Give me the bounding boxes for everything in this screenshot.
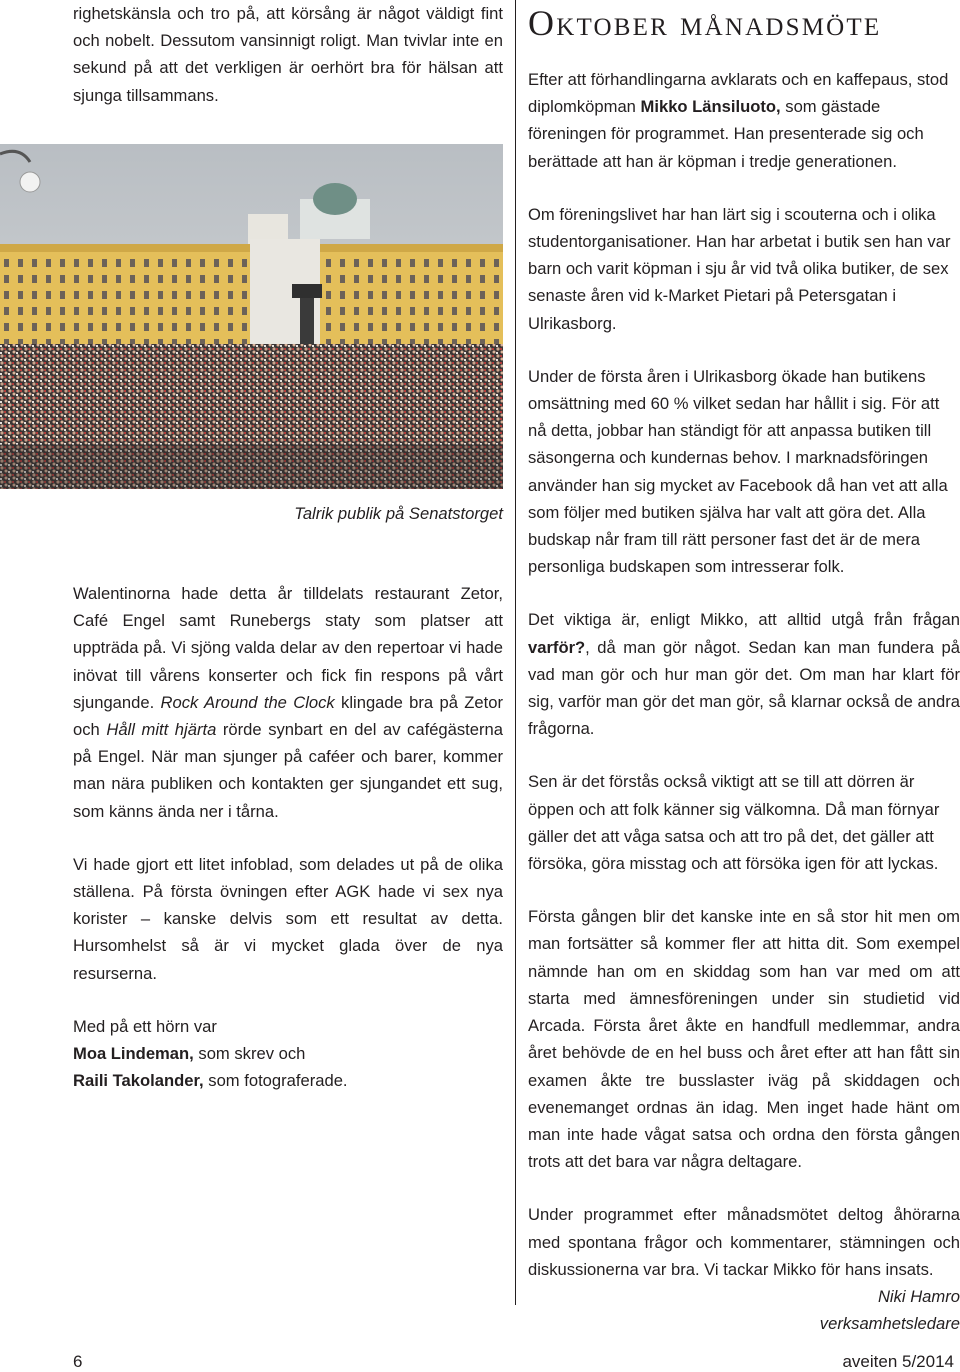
paragraph-why: Det viktiga är, enligt Mikko, att alltid utgå från frågan varför?, då man gör något. Sedan kan man fundera på vad man gör och hur man gör det. Om man har klart för sig, varför man gör det man gör, så klarnar också de andra frågorna. <box>528 610 960 739</box>
intro-paragraph: righetskänsla och tro på, att körsång är något väldigt fint och nobelt. Dessutom vansinnigt roligt. Man tvivlar inte en sekund på att det verkligen är oerhört bra för hälsan att sjunga tillsammans. <box>73 4 503 105</box>
paragraph-welcome: Sen är det förstås också viktigt att se till att dörren är öppen och att folk känner sig välkomna. Då man förnyar gäller det att våga satsa och att tro på det, det gäller att försöka, göra misstag och att försöka igen för att lyckas. <box>528 772 940 874</box>
right-body <box>528 66 960 1337</box>
guest-name: Mikko Länsiluoto, <box>640 97 781 117</box>
senatstorget-photo-illustration <box>0 144 503 489</box>
crowd-photo <box>0 144 503 489</box>
signature-name: Niki Hamro <box>877 1286 960 1306</box>
credits: Med på ett hörn var Moa Lindeman, som skrev och Raili Takolander, som fotograferade. <box>73 1016 348 1091</box>
paragraph-first-time: Första gången blir det kanske inte en så stor hit men om man fortsätter så kommer fler att hitta dit. Som exempel nämnde han om en skiddag som han var med om att starta med ämnesföreningen under sin studietid vid Arcada. Första året åkte en handfull medlemmar, andra året behövde de en hel buss och året efter att han fått sin examen åkte tre busslaster iväg på skiddagen och evenemanget ordnas än idag. Men inget hade hänt om man inte hade vågat satsa och ordna den första gången trots att det bara var några deltagare. <box>528 907 960 1172</box>
publication-issue: aveiten 5/2014 <box>842 1352 954 1371</box>
paragraph-infoblad: Vi hade gjort ett litet infoblad, som delades ut på de olika ställena. På första övningen efter AGK hade vi sex nya korister – kanske delvis som ett resultat av detta. Hursomhelst så är vi mycket glada över de nya resurserna. <box>73 854 503 983</box>
paragraph-closing: Under programmet efter månadsmötet deltog åhörarna med spontana frågor och kommentarer, stämningen och diskussionerna var bra. Vi tackar Mikko för hans insats. <box>528 1205 960 1279</box>
paragraph-background: Om föreningslivet har han lärt sig i scouterna och i olika studentorganisationer. Han har arbetat i butik sen han var barn och varit köpman i sju år vid två olika butiker, de sex senaste åren vid k-Market Pietari på Petersgatan i Ulrikasborg. <box>528 204 951 333</box>
paragraph-walentinorna: Walentinorna hade detta år tilldelats restaurant Zetor, Café Engel samt Runebergs staty som platser att uppträda på. Vi sjöng valda delar av den repertoar vi hade inövat till vårens konserter och fick fin respons på vårt sjungande. Rock Around the Clock klingade bra på Zetor och Håll mitt hjärta rörde synbart en del av cafégästerna på Engel. När man sjunger på caféer och barer, kommer man nära publiken och kontakten ger sjungandet ett sug, som känns ända ner i tårna. <box>73 584 504 821</box>
song-title: Håll mitt hjärta <box>106 720 217 740</box>
author-name: Moa Lindeman, <box>73 1044 194 1064</box>
article-headline: Oktober månadsmöte <box>528 3 882 43</box>
signature-title: verksamhetsledare <box>819 1314 960 1334</box>
left-intro <box>73 0 503 109</box>
column-divider <box>515 0 516 1305</box>
photo-caption: Talrik publik på Senatstorget <box>294 504 503 523</box>
page-number: 6 <box>73 1352 83 1371</box>
song-title: Rock Around the Clock <box>160 692 335 712</box>
left-body <box>73 580 503 1094</box>
paragraph-business: Under de första åren i Ulrikasborg ökade han butikens omsättning med 60 % vilket sedan har hållit i sig. För att nå detta, jobbar han ständigt för att anpassa butiken till säsongerna och kundernas behov. I marknadsföringen använder han sig mycket av Facebook då han vet att alla som följer med butiken själva har valt att göra det. Alla budskap når fram till rätt personer fast det är de mera personliga budskapen som intresserar folk. <box>528 366 948 577</box>
photographer-name: Raili Takolander, <box>73 1071 204 1091</box>
paragraph-intro: Efter att förhandlingarna avklarats och en kaffepaus, stod diplomköpman Mikko Länsiluoto, som gästade föreningen för programmet. Han presenterade sig och berättade att han är köpman i tredje generationen. <box>528 70 949 171</box>
